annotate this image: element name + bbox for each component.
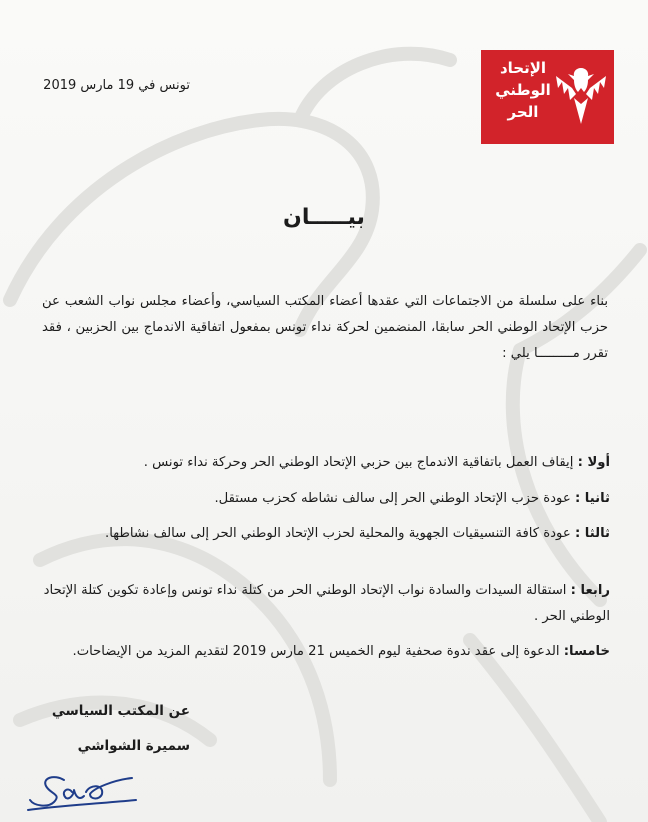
party-logo <box>481 50 614 144</box>
decision-number: خامسا: <box>563 644 610 659</box>
signatory-name: سميرة الشواشي <box>77 738 190 754</box>
decision-number: ثالثا : <box>574 526 610 541</box>
decision-item-4 <box>40 578 610 630</box>
intro-paragraph: بناء على سلسلة من الاجتماعات التي عقدها أعضاء المكتب السياسي، وأعضاء مجلس نواب الشعب عن حزب الإتحاد الوطني الحر سابقا، المنضمين لحركة نداء تونس بمفعول اتفاقية الاندماج بين الحزبين ، فقد تقرر مـــــــــا يلي : <box>42 294 608 361</box>
decision-item-1 <box>40 450 610 476</box>
logo-wordmark: الإتحاد الوطني الحر <box>495 59 551 121</box>
decision-text: الدعوة إلى عقد ندوة صحفية ليوم الخميس 21 مارس 2019 لتقديم المزيد من الإيضاحات. <box>72 644 564 659</box>
decision-text: إيقاف العمل باتفاقية الاندماج بين حزبي الإتحاد الوطني الحر وحركة نداء تونس . <box>143 455 578 470</box>
page-title: بيـــــان <box>283 205 365 230</box>
decision-number: أولا : <box>577 455 610 470</box>
handwritten-signature <box>24 770 144 816</box>
decision-number: رابعا : <box>570 583 610 598</box>
decision-item-2 <box>40 486 610 512</box>
decision-text: عودة كافة التنسيقيات الجهوية والمحلية لحزب الإتحاد الوطني الحر إلى سالف نشاطها. <box>105 526 575 541</box>
eagle-icon <box>554 58 608 136</box>
decision-item-5 <box>40 639 610 665</box>
document-date: تونس في 19 مارس 2019 <box>43 78 190 93</box>
signature-office: عن المكتب السياسي <box>51 703 190 719</box>
decision-item-3 <box>40 521 610 547</box>
decision-number: ثانيا : <box>574 491 610 506</box>
decision-text: عودة حزب الإتحاد الوطني الحر إلى سالف نشاطه كحزب مستقل. <box>214 491 575 506</box>
decision-text: استقالة السيدات والسادة نواب الإتحاد الوطني الحر من كتلة نداء تونس وإعادة تكوين كتلة الإتحاد الوطني الحر . <box>43 583 610 624</box>
